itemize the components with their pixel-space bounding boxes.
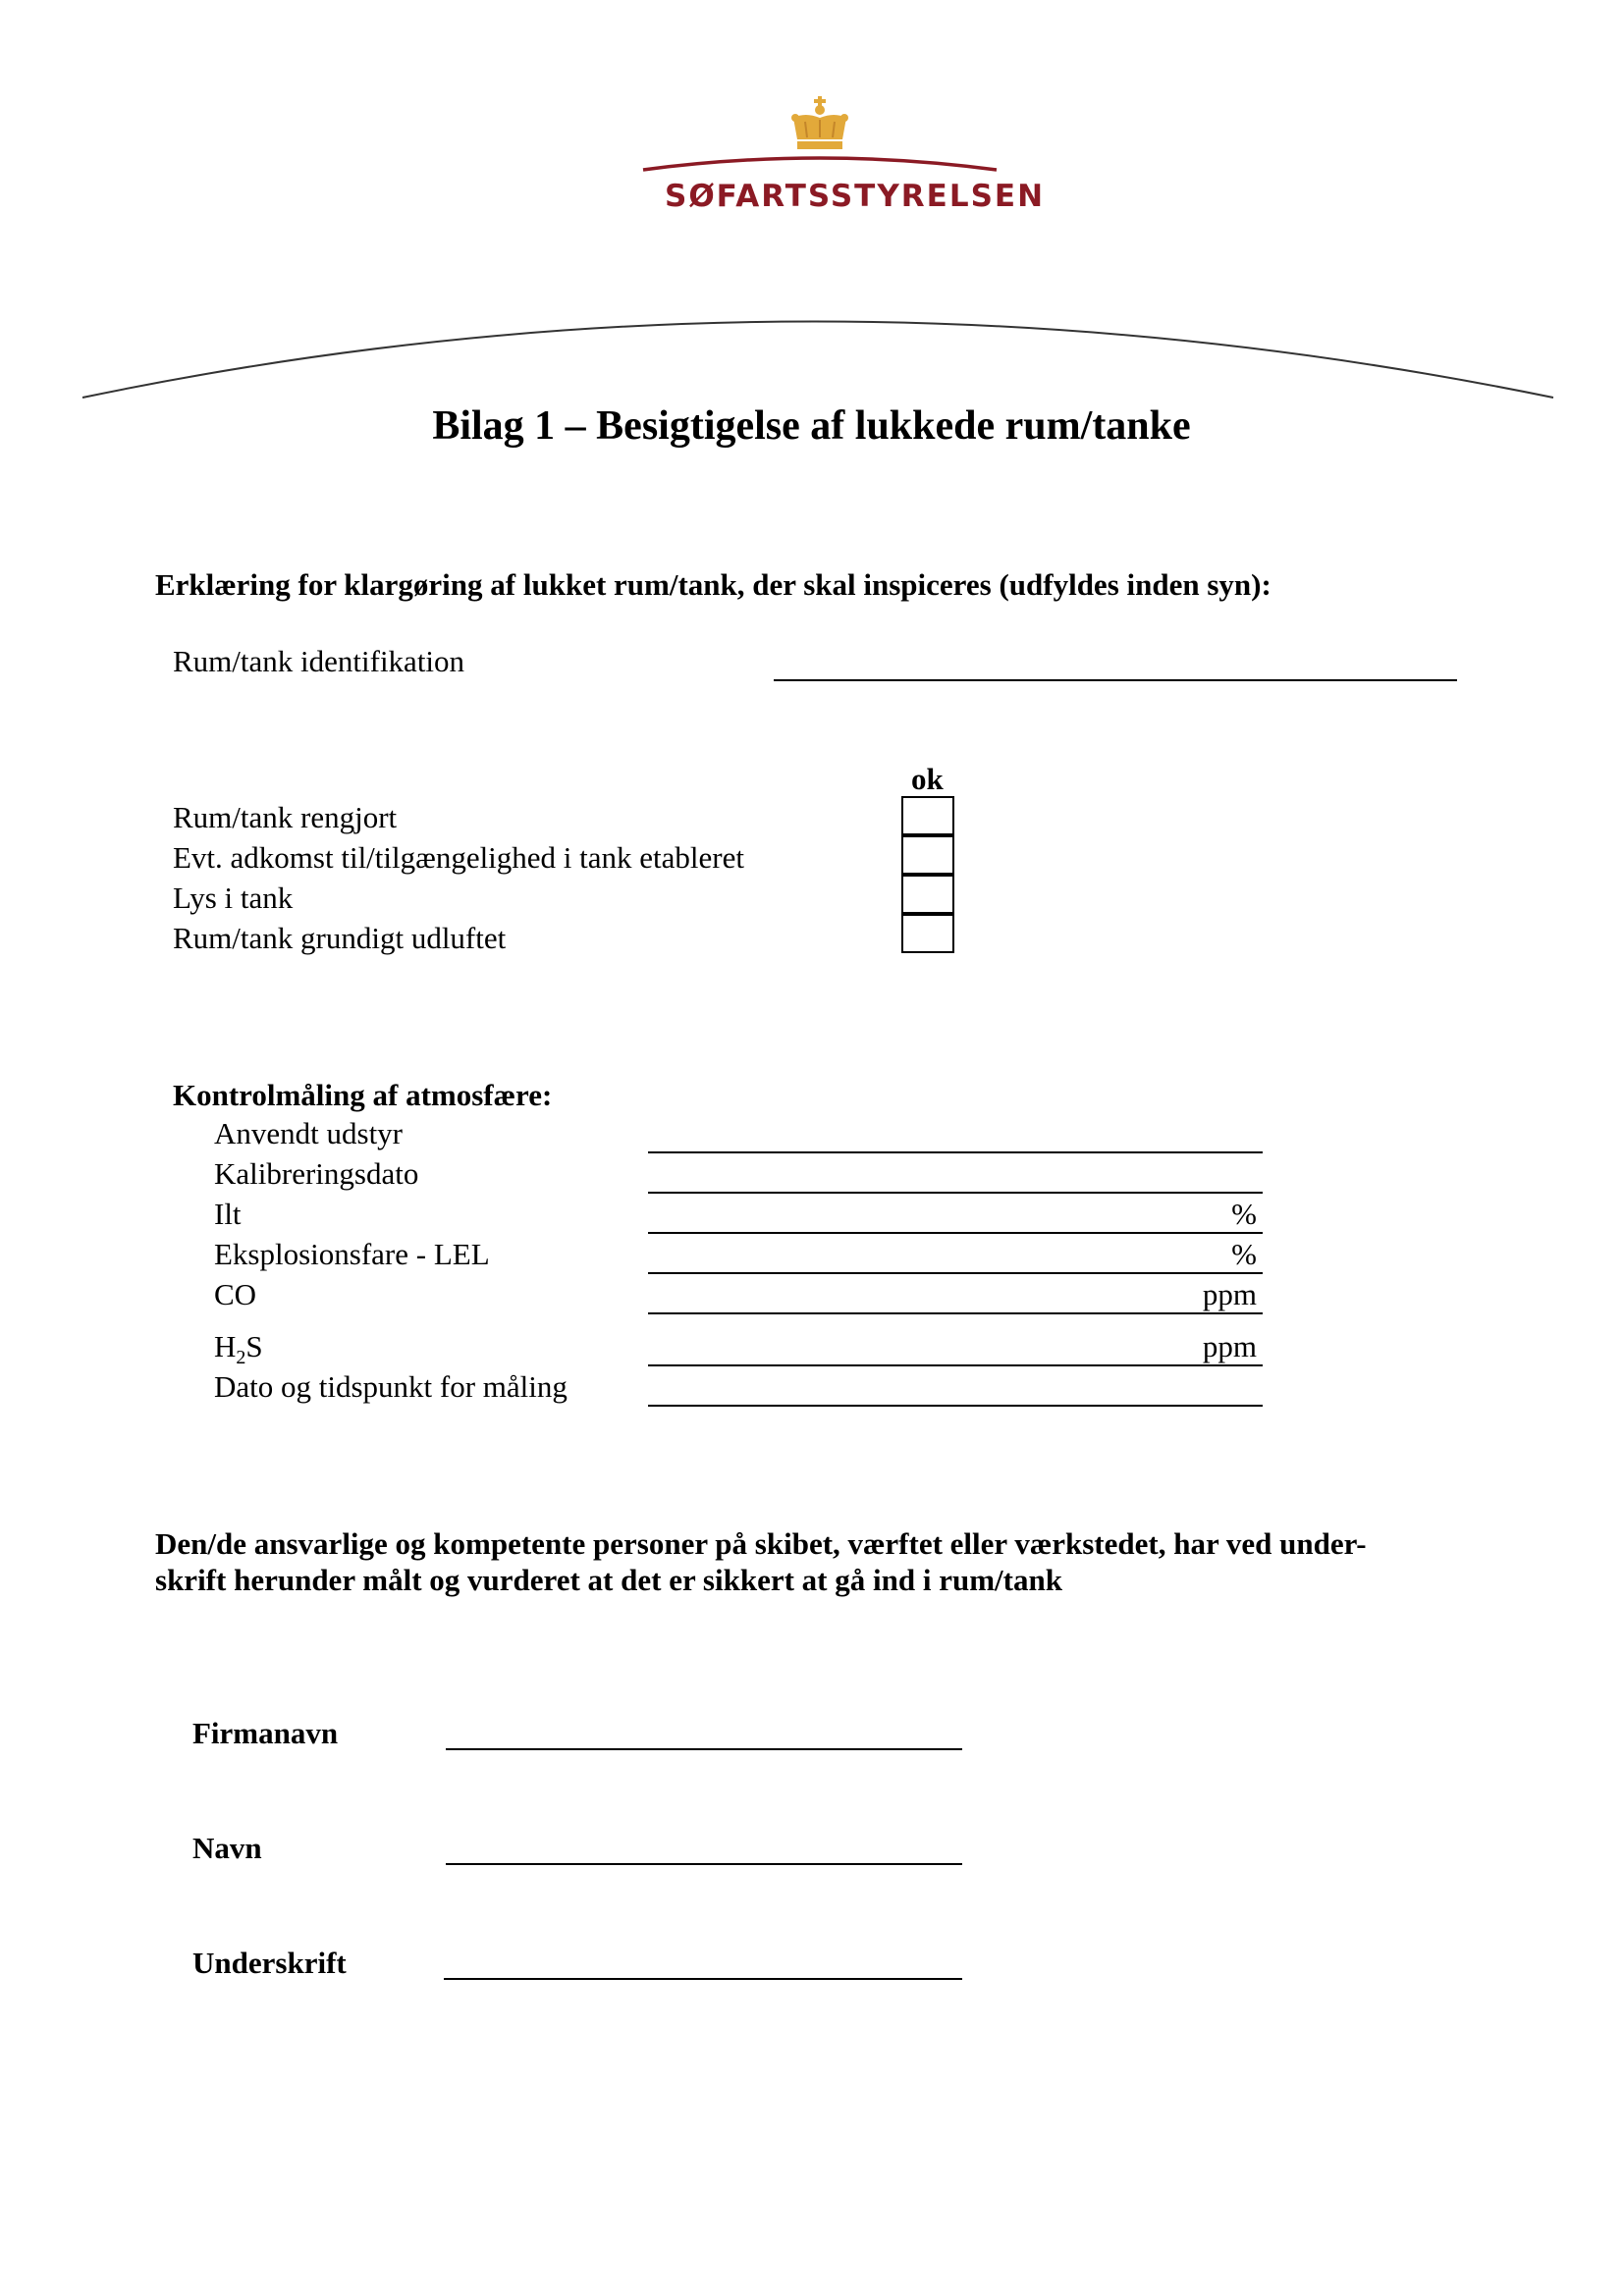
h2s-label-sub: 2 [236, 1347, 246, 1369]
company-name-field[interactable] [446, 1748, 962, 1750]
signature-label-name: Navn [192, 1831, 262, 1865]
checklist-label: Rum/tank rengjort [173, 800, 398, 834]
logo-text: SØFARTSSTYRELSEN [665, 179, 1046, 214]
checklist-label: Lys i tank [173, 881, 294, 915]
identification-field[interactable] [774, 679, 1457, 681]
checklist-header-ok: ok [911, 762, 944, 796]
h2s-unit: ppm [1202, 1329, 1257, 1363]
responsibility-line-2: skrift herunder målt og vurderet at det er sikkert at gå ind i rum/tank [155, 1563, 1062, 1597]
page-title: Bilag 1 – Besigtigelse af lukkede rum/tanke [432, 403, 1191, 449]
measurement-heading: Kontrolmåling af atmosfære: [173, 1078, 553, 1112]
measurement-label-equipment: Anvendt udstyr [214, 1116, 404, 1150]
checklist-label: Evt. adkomst til/tilgængelighed i tank etableret [173, 840, 744, 875]
signature-label-company: Firmanavn [192, 1716, 339, 1750]
oxygen-unit: % [1231, 1197, 1257, 1231]
declaration-heading: Erklæring for klargøring af lukket rum/tank, der skal inspiceres (udfyldes inden syn): [155, 567, 1271, 602]
h2s-label-tail: S [245, 1329, 263, 1363]
measurement-label-lel: Eksplosionsfare - LEL [214, 1237, 490, 1271]
lel-unit: % [1231, 1237, 1257, 1271]
ok-checkbox-lys[interactable] [901, 875, 954, 914]
signature-field[interactable] [444, 1978, 962, 1980]
h2s-field[interactable] [648, 1364, 1263, 1366]
measurement-label-calibration: Kalibreringsdato [214, 1156, 419, 1191]
lel-field[interactable] [648, 1272, 1263, 1274]
logo [638, 96, 1046, 224]
crown-icon [785, 96, 854, 157]
header-arc [0, 304, 1623, 402]
co-unit: ppm [1202, 1277, 1257, 1311]
responsibility-line-1: Den/de ansvarlige og kompetente personer på skibet, værftet eller værkstedet, har ved under- [155, 1526, 1367, 1561]
co-field[interactable] [648, 1312, 1263, 1314]
calibration-field[interactable] [648, 1192, 1263, 1194]
measurement-label-datetime: Dato og tidspunkt for måling [214, 1369, 568, 1404]
logo-arc [638, 150, 1001, 174]
ok-checkbox-rengjort[interactable] [901, 796, 954, 835]
oxygen-field[interactable] [648, 1232, 1263, 1234]
ok-checkbox-udluftet[interactable] [901, 914, 954, 953]
h2s-label-main: H [214, 1329, 237, 1363]
signature-label-signature: Underskrift [192, 1946, 347, 1980]
equipment-field[interactable] [648, 1151, 1263, 1153]
name-field[interactable] [446, 1863, 962, 1865]
measurement-label-co: CO [214, 1277, 257, 1311]
datetime-field[interactable] [648, 1405, 1263, 1407]
ok-checkbox-adkomst[interactable] [901, 835, 954, 875]
measurement-label-oxygen: Ilt [214, 1197, 242, 1231]
checklist-label: Rum/tank grundigt udluftet [173, 921, 507, 955]
identification-label: Rum/tank identifikation [173, 644, 465, 678]
